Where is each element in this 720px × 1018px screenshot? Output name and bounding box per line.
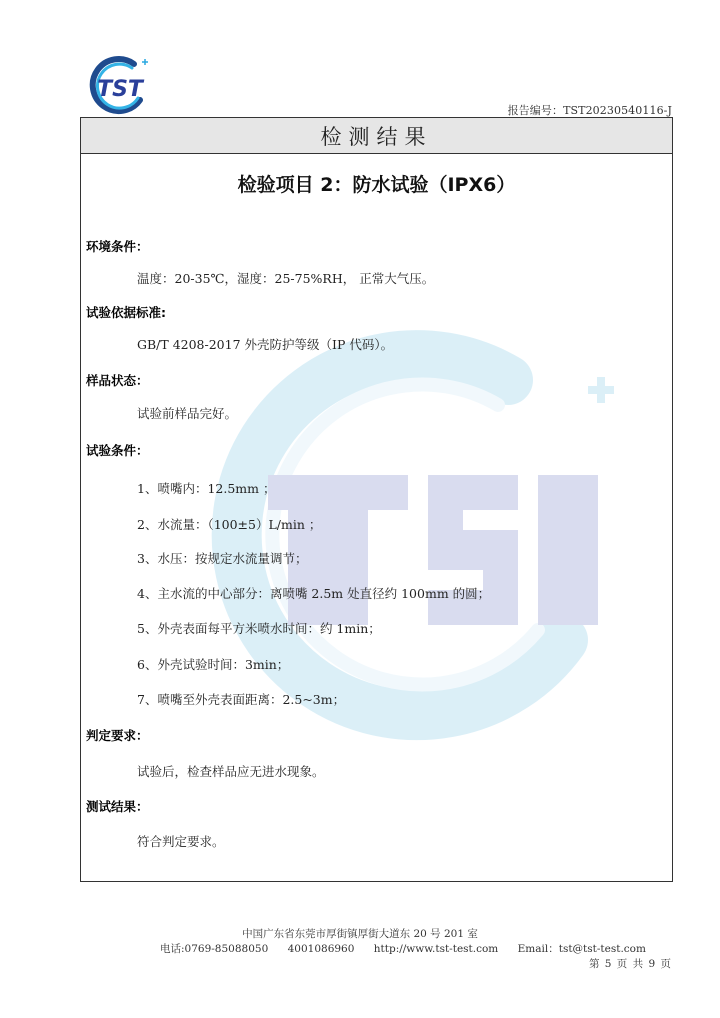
- env-label: 环境条件：: [86, 239, 149, 254]
- result-label: 测试结果：: [86, 799, 149, 814]
- condition-item: 1、喷嘴内：12.5mm ；: [137, 481, 276, 496]
- condition-item: 7、喷嘴至外壳表面距离：2.5~3m；: [137, 692, 346, 707]
- standard-label: 试验依据标准:: [86, 305, 166, 320]
- criteria-label: 判定要求：: [86, 728, 149, 743]
- result-text: 符合判定要求。: [137, 834, 225, 849]
- condition-item: 5、外壳表面每平方米喷水时间：约 1min；: [137, 621, 381, 636]
- conditions-label: 试验条件：: [86, 443, 149, 458]
- footer-website[interactable]: http://www.tst-test.com: [373, 943, 499, 955]
- tst-logo: [88, 54, 152, 116]
- condition-item: 4、主水流的中心部分：离喷嘴 2.5m 处直径约 100mm 的圆；: [137, 586, 491, 601]
- footer-phone: 电话:0769-85088050: [160, 943, 269, 955]
- svg-text:TST: TST: [97, 77, 143, 102]
- sample-text: 试验前样品完好。: [137, 406, 238, 421]
- env-text: 温度：20-35℃，湿度：25-75%RH， 正常大气压。: [137, 271, 435, 286]
- results-banner: 检测结果: [81, 118, 672, 154]
- condition-item: 2、水流量：（100±5）L/min ；: [137, 517, 322, 532]
- sample-label: 样品状态：: [86, 373, 149, 388]
- result-frame: [80, 117, 673, 882]
- footer-phone2: 4001086960: [287, 943, 355, 955]
- footer-contacts: [160, 941, 662, 956]
- criteria-text: 试验后，检查样品应无进水现象。: [137, 764, 325, 779]
- condition-item: 3、水压：按规定水流量调节；: [137, 551, 308, 566]
- report-number: 报告编号：TST20230540116-J: [507, 104, 672, 117]
- footer-email[interactable]: Email：tst@tst-test.com: [517, 943, 646, 955]
- condition-item: 6、外壳试验时间：3min；: [137, 657, 290, 672]
- test-item-title: 检验项目 2：防水试验（IPX6）: [237, 174, 516, 196]
- footer-address: 中国广东省东莞市厚街镇厚街大道东 20 号 201 室: [242, 928, 478, 940]
- standard-text: GB/T 4208-2017 外壳防护等级（IP 代码）。: [137, 337, 394, 352]
- page-number: 第 5 页 共 9 页: [588, 958, 672, 970]
